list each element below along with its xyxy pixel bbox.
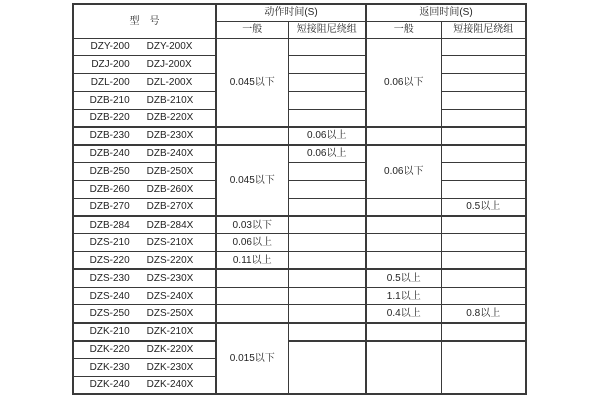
col-header-return-damped: 短接阻尼绕组 <box>441 21 526 38</box>
action-damped-cell <box>288 163 366 181</box>
action-damped-cell <box>288 287 366 305</box>
model-x-variant: DZB-240X <box>146 148 194 160</box>
model-x-variant: DZS-210X <box>146 237 194 249</box>
model-cell <box>73 287 216 305</box>
table-row <box>73 323 526 341</box>
model-base: DZL-200 <box>90 76 130 88</box>
action-general-cell <box>216 127 288 145</box>
action-damped-cell <box>288 269 366 287</box>
model-base: DZK-230 <box>89 361 130 373</box>
return-damped-cell <box>441 145 526 163</box>
model-x-variant: DZB-260X <box>146 183 194 195</box>
table-row <box>73 56 526 74</box>
return-damped-cell <box>441 180 526 198</box>
action-general-cell: 0.03以下 <box>216 216 288 234</box>
model-x-variant: DZY-200X <box>146 41 193 53</box>
return-damped-cell <box>441 109 526 127</box>
return-general-cell: 0.06以下 <box>366 145 441 198</box>
return-damped-cell <box>441 38 526 56</box>
model-x-variant: DZS-230X <box>146 273 194 284</box>
action-damped-cell: 0.06以上 <box>288 127 366 145</box>
return-general-cell <box>366 127 441 145</box>
header-row-1 <box>73 4 526 21</box>
model-x-variant: DZB-284X <box>146 219 194 231</box>
model-x-variant: DZJ-200X <box>146 59 192 71</box>
model-base: DZS-230 <box>89 273 130 284</box>
action-damped-cell <box>288 109 366 127</box>
return-general-cell: 0.06以下 <box>366 38 441 127</box>
table-row <box>73 198 526 216</box>
table-row <box>73 305 526 323</box>
table-row <box>73 127 526 145</box>
action-general-cell: 0.015以下 <box>216 323 288 394</box>
model-x-variant: DZB-250X <box>146 165 194 177</box>
model-cell <box>73 74 216 92</box>
action-damped-cell: 0.06以上 <box>288 145 366 163</box>
model-x-variant: DZS-220X <box>146 254 194 266</box>
action-damped-cell <box>288 91 366 109</box>
model-cell <box>73 127 216 145</box>
action-damped-cell <box>288 38 366 56</box>
return-damped-cell: 0.8以上 <box>441 305 526 323</box>
return-damped-cell <box>441 127 526 145</box>
model-cell <box>73 323 216 341</box>
model-base: DZS-250 <box>89 308 130 320</box>
model-base: DZB-270 <box>89 201 130 213</box>
model-base: DZY-200 <box>90 41 130 53</box>
action-general-cell <box>216 269 288 287</box>
model-base: DZJ-200 <box>91 59 130 71</box>
return-damped-cell <box>441 216 526 234</box>
model-cell <box>73 145 216 163</box>
table-row <box>73 341 526 359</box>
return-general-cell <box>366 198 441 216</box>
model-x-variant: DZK-240X <box>146 379 194 391</box>
table-row <box>73 38 526 56</box>
model-base: DZB-260 <box>89 183 130 195</box>
model-cell <box>73 198 216 216</box>
model-cell <box>73 358 216 376</box>
model-cell <box>73 56 216 74</box>
model-cell <box>73 91 216 109</box>
model-x-variant: DZS-240X <box>146 290 194 302</box>
action-damped-cell <box>288 341 366 394</box>
model-x-variant: DZK-220X <box>146 344 194 356</box>
model-base: DZB-240 <box>89 148 130 160</box>
table-row <box>73 287 526 305</box>
action-general-cell <box>216 305 288 323</box>
return-general-cell <box>366 216 441 234</box>
model-x-variant: DZL-200X <box>146 76 193 88</box>
model-cell <box>73 376 216 394</box>
return-damped-cell <box>441 234 526 252</box>
col-header-action-general: 一般 <box>216 21 288 38</box>
col-header-return-time: 返回时间(S) <box>366 4 526 21</box>
model-base: DZK-210 <box>89 326 130 338</box>
action-damped-cell <box>288 323 366 341</box>
model-x-variant: DZK-210X <box>146 326 194 338</box>
return-damped-cell <box>441 341 526 394</box>
table-row <box>73 234 526 252</box>
model-x-variant: DZS-250X <box>146 308 194 320</box>
model-x-variant: DZK-230X <box>146 361 194 373</box>
return-general-cell <box>366 252 441 270</box>
model-base: DZB-250 <box>89 165 130 177</box>
table-row <box>73 145 526 163</box>
return-general-cell: 0.4以上 <box>366 305 441 323</box>
action-damped-cell <box>288 198 366 216</box>
col-header-model: 型 号 <box>73 4 216 38</box>
return-general-cell <box>366 341 441 394</box>
action-general-cell <box>216 287 288 305</box>
table-row <box>73 269 526 287</box>
table-row <box>73 216 526 234</box>
model-cell <box>73 269 216 287</box>
col-header-return-general: 一般 <box>366 21 441 38</box>
model-x-variant: DZB-220X <box>146 112 194 124</box>
return-damped-cell <box>441 56 526 74</box>
action-damped-cell <box>288 305 366 323</box>
model-cell <box>73 305 216 323</box>
model-cell <box>73 216 216 234</box>
model-base: DZB-284 <box>89 219 130 231</box>
model-base: DZB-230 <box>89 130 130 142</box>
return-damped-cell <box>441 323 526 341</box>
action-damped-cell <box>288 74 366 92</box>
model-base: DZS-240 <box>89 290 130 302</box>
action-general-cell: 0.045以下 <box>216 38 288 127</box>
action-damped-cell <box>288 56 366 74</box>
col-header-action-damped: 短接阻尼绕组 <box>288 21 366 38</box>
action-general-cell: 0.045以下 <box>216 145 288 216</box>
return-general-cell <box>366 234 441 252</box>
return-general-cell: 0.5以上 <box>366 269 441 287</box>
table-row <box>73 74 526 92</box>
return-damped-cell <box>441 269 526 287</box>
model-cell <box>73 234 216 252</box>
model-base: DZK-220 <box>89 344 130 356</box>
model-base: DZS-220 <box>89 254 130 266</box>
return-damped-cell <box>441 91 526 109</box>
model-cell <box>73 163 216 181</box>
return-damped-cell <box>441 163 526 181</box>
model-base: DZB-220 <box>89 112 130 124</box>
model-x-variant: DZB-270X <box>146 201 194 213</box>
model-cell <box>73 109 216 127</box>
action-damped-cell <box>288 252 366 270</box>
action-damped-cell <box>288 180 366 198</box>
return-damped-cell <box>441 74 526 92</box>
model-x-variant: DZB-210X <box>146 94 194 106</box>
spec-table <box>72 3 527 395</box>
table-row <box>73 163 526 181</box>
table-row <box>73 109 526 127</box>
return-general-cell <box>366 323 441 341</box>
model-base: DZS-210 <box>89 237 130 249</box>
return-damped-cell <box>441 252 526 270</box>
return-damped-cell: 0.5以上 <box>441 198 526 216</box>
table-row <box>73 252 526 270</box>
model-x-variant: DZB-230X <box>146 130 194 142</box>
model-cell <box>73 252 216 270</box>
model-base: DZB-210 <box>89 94 130 106</box>
model-cell <box>73 341 216 359</box>
col-header-action-time: 动作时间(S) <box>216 4 366 21</box>
return-damped-cell <box>441 287 526 305</box>
return-general-cell: 1.1以上 <box>366 287 441 305</box>
action-general-cell: 0.06以上 <box>216 234 288 252</box>
table-row <box>73 91 526 109</box>
action-damped-cell <box>288 216 366 234</box>
table-row <box>73 180 526 198</box>
action-general-cell: 0.11以上 <box>216 252 288 270</box>
model-cell <box>73 38 216 56</box>
model-base: DZK-240 <box>89 379 130 391</box>
model-cell <box>73 180 216 198</box>
action-damped-cell <box>288 234 366 252</box>
